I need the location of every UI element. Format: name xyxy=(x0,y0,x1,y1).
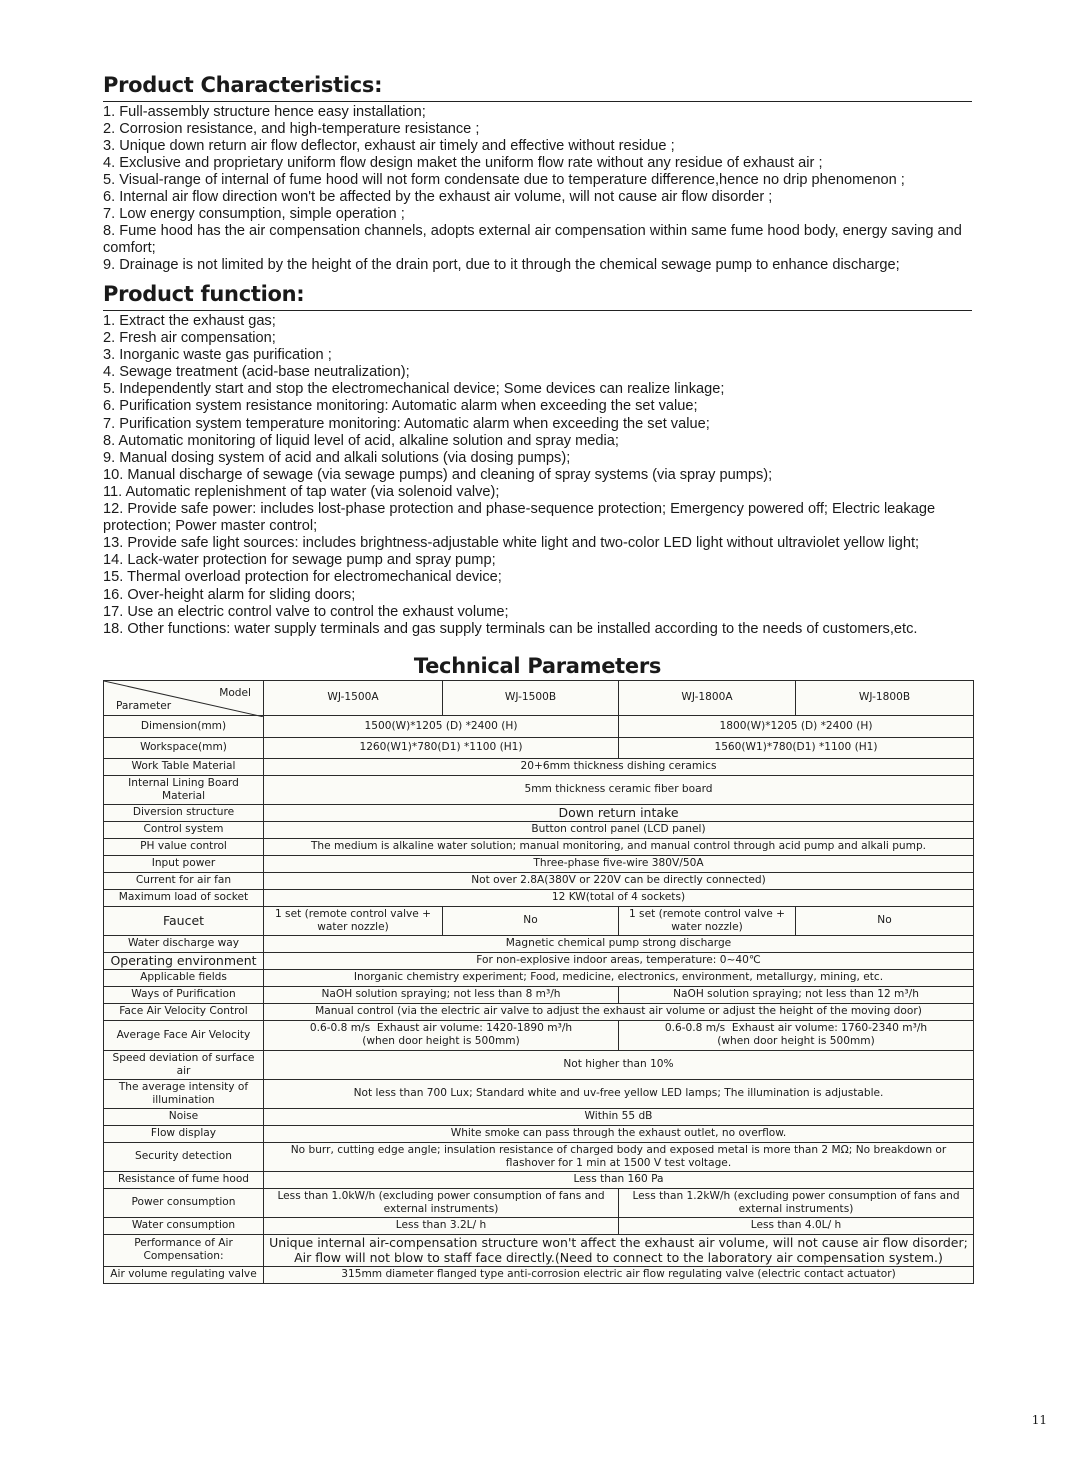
param-value: For non-explosive indoor areas, temperature: 0~40℃ xyxy=(264,952,974,969)
header-model-label: Model xyxy=(219,686,251,699)
param-label: Performance of Air Compensation: xyxy=(104,1234,264,1266)
table-row xyxy=(104,872,974,889)
param-label: Average Face Air Velocity xyxy=(104,1020,264,1050)
characteristic-item: 5. Visual-range of internal of fume hood will not form condensate due to temperature difference,hence no drip phenomenon ; xyxy=(103,172,905,188)
function-item: 9. Manual dosing system of acid and alkali solutions (via dosing pumps); xyxy=(103,449,571,466)
param-value: Manual control (via the electric air valve to adjust the exhaust air volume or adjust the height of the moving door) xyxy=(264,1003,974,1020)
model-header: WJ-1500A xyxy=(264,680,443,715)
function-item: 2. Fresh air compensation; xyxy=(103,330,276,347)
characteristics-title: Product Characteristics: xyxy=(103,70,972,102)
function-item: 5. Independently start and stop the electromechanical device; Some devices can realize linkage; xyxy=(103,381,725,398)
param-label: Maximum load of socket xyxy=(104,889,264,906)
header-diagonal-cell xyxy=(104,680,264,715)
param-value: 1560(W1)*780(D1) *1100 (H1) xyxy=(619,737,974,758)
param-value: NaOH solution spraying; not less than 12 m³/h xyxy=(619,986,974,1003)
function-item: 15. Thermal overload protection for electromechanical device; xyxy=(103,569,502,586)
param-label: Input power xyxy=(104,855,264,872)
model-header: WJ-1500B xyxy=(443,680,619,715)
table-row xyxy=(104,758,974,775)
table-header-row xyxy=(104,680,974,715)
param-label: Speed deviation of surface air xyxy=(104,1050,264,1079)
param-value: Magnetic chemical pump strong discharge xyxy=(264,935,974,952)
param-label: Security detection xyxy=(104,1142,264,1171)
function-item: 8. Automatic monitoring of liquid level of acid, alkaline solution and spray media; xyxy=(103,432,619,449)
param-value: No xyxy=(443,906,619,935)
function-item: 18. Other functions: water supply terminals and gas supply terminals can be installed according to the needs of customers,etc. xyxy=(103,620,918,637)
table-row xyxy=(104,906,974,935)
table-row xyxy=(104,1188,974,1217)
characteristic-item: 3. Unique down return air flow deflector, exhaust air timely and effective without residue ; xyxy=(103,138,675,154)
param-label: Ways of Purification xyxy=(104,986,264,1003)
param-label: Face Air Velocity Control xyxy=(104,1003,264,1020)
param-label: Resistance of fume hood xyxy=(104,1171,264,1188)
param-label: Workspace(mm) xyxy=(104,737,264,758)
param-label: PH value control xyxy=(104,838,264,855)
characteristic-item: 7. Low energy consumption, simple operation ; xyxy=(103,206,405,222)
table-row xyxy=(104,1079,974,1108)
param-label: Noise xyxy=(104,1108,264,1125)
param-value: Not higher than 10% xyxy=(264,1050,974,1079)
function-item: 6. Purification system resistance monitoring: Automatic alarm when exceeding the set value; xyxy=(103,398,698,415)
function-item: 14. Lack-water protection for sewage pump and spray pump; xyxy=(103,552,496,569)
param-value: 1260(W1)*780(D1) *1100 (H1) xyxy=(264,737,619,758)
table-row xyxy=(104,1108,974,1125)
param-value: White smoke can pass through the exhaust outlet, no overflow. xyxy=(264,1125,974,1142)
characteristic-item: 6. Internal air flow direction won't be affected by the exhaust air volume, will not cause air flow disorder ; xyxy=(103,189,773,205)
page-number: 11 xyxy=(1031,1413,1047,1427)
param-value: 1800(W)*1205 (D) *2400 (H) xyxy=(619,715,974,737)
table-row xyxy=(104,1266,974,1283)
functions-title: Product function: xyxy=(103,279,972,311)
param-value: Not less than 700 Lux; Standard white and uv-free yellow LED lamps; The illumination is adjustable. xyxy=(264,1079,974,1108)
velocity-line: 0.6-0.8 m/s Exhaust air volume: 1420-1890 m³/h xyxy=(309,1022,573,1035)
table-row xyxy=(104,855,974,872)
param-label: Faucet xyxy=(104,906,264,935)
param-value: The medium is alkaline water solution; manual monitoring, and manual control through acid pump and alkali pump. xyxy=(264,838,974,855)
header-parameter-label: Parameter xyxy=(116,699,172,712)
param-value: 5mm thickness ceramic fiber board xyxy=(264,775,974,804)
table-row xyxy=(104,821,974,838)
function-item: 7. Purification system temperature monitoring: Automatic alarm when exceeding the set value; xyxy=(103,415,710,432)
velocity-note: (when door height is 500mm) xyxy=(362,1035,520,1048)
param-value: Three-phase five-wire 380V/50A xyxy=(264,855,974,872)
param-label: Diversion structure xyxy=(104,804,264,821)
tech-params-title: Technical Parameters xyxy=(413,653,662,678)
characteristics-list xyxy=(103,104,972,274)
table-row xyxy=(104,1142,974,1171)
param-value: 1 set (remote control valve + water nozzle) xyxy=(619,906,796,935)
tech-params-table xyxy=(103,680,974,1284)
param-value: Not over 2.8A(380V or 220V can be directly connected) xyxy=(264,872,974,889)
table-row xyxy=(104,1217,974,1234)
table-row xyxy=(104,737,974,758)
function-item: 10. Manual discharge of sewage (via sewage pumps) and cleaning of spray systems (via spray pumps); xyxy=(103,466,773,483)
function-item: 12. Provide safe power: includes lost-phase protection and phase-sequence protection; Emergency powered off; Electric leakage protection; Power master control; xyxy=(103,501,936,535)
table-row xyxy=(104,1171,974,1188)
function-item: 17. Use an electric control valve to control the exhaust volume; xyxy=(103,603,509,620)
param-value: Button control panel (LCD panel) xyxy=(264,821,974,838)
function-item: 16. Over-height alarm for sliding doors; xyxy=(103,586,356,603)
table-row xyxy=(104,889,974,906)
table-row xyxy=(104,986,974,1003)
table-row xyxy=(104,1003,974,1020)
param-label: Flow display xyxy=(104,1125,264,1142)
velocity-line: 0.6-0.8 m/s Exhaust air volume: 1760-2340 m³/h xyxy=(664,1022,928,1035)
table-row xyxy=(104,969,974,986)
table-row xyxy=(104,935,974,952)
param-label: Work Table Material xyxy=(104,758,264,775)
function-item: 11. Automatic replenishment of tap water (via solenoid valve); xyxy=(103,483,500,500)
functions-list xyxy=(103,313,972,638)
model-header: WJ-1800A xyxy=(619,680,796,715)
page-content xyxy=(103,70,972,1284)
param-value: Unique internal air-compensation structure won't affect the exhaust air volume, will not cause air flow disorder; Air flow will not blow to staff face directly.(Need to connect to the laboratory air compensation system.) xyxy=(264,1234,974,1266)
param-value: 1500(W)*1205 (D) *2400 (H) xyxy=(264,715,619,737)
param-label: Operating environment xyxy=(104,952,264,969)
table-row xyxy=(104,715,974,737)
param-label: Air volume regulating valve xyxy=(104,1266,264,1283)
param-value: 20+6mm thickness dishing ceramics xyxy=(264,758,974,775)
param-label: Internal Lining Board Material xyxy=(104,775,264,804)
param-label: Water discharge way xyxy=(104,935,264,952)
param-value: Within 55 dB xyxy=(264,1108,974,1125)
param-label: Power consumption xyxy=(104,1188,264,1217)
table-row xyxy=(104,952,974,969)
model-header: WJ-1800B xyxy=(796,680,974,715)
velocity-note: (when door height is 500mm) xyxy=(717,1035,875,1048)
param-value: Less than 3.2L/ h xyxy=(264,1217,619,1234)
table-row xyxy=(104,775,974,804)
function-item: 3. Inorganic waste gas purification ; xyxy=(103,347,332,364)
param-value: 315mm diameter flanged type anti-corrosion electric air flow regulating valve (electric contact actuator) xyxy=(264,1266,974,1283)
param-label: Control system xyxy=(104,821,264,838)
param-value: Less than 160 Pa xyxy=(264,1171,974,1188)
param-label: Dimension(mm) xyxy=(104,715,264,737)
table-row xyxy=(104,1050,974,1079)
param-label: The average intensity of illumination xyxy=(104,1079,264,1108)
table-row xyxy=(104,838,974,855)
param-value xyxy=(264,1020,619,1050)
param-value: Less than 1.2kW/h (excluding power consumption of fans and external instruments) xyxy=(619,1188,974,1217)
param-value: Less than 1.0kW/h (excluding power consumption of fans and external instruments) xyxy=(264,1188,619,1217)
function-item: 13. Provide safe light sources: includes brightness-adjustable white light and two-color LED light without ultraviolet yellow light; xyxy=(103,535,920,552)
characteristic-item: 9. Drainage is not limited by the height of the drain port, due to it through the chemical sewage pump to enhance discharge; xyxy=(103,257,900,273)
param-value: No burr, cutting edge angle; insulation resistance of charged body and exposed metal is more than 2 MΩ; No breakdown or flashover for 1 min at 1500 V test voltage. xyxy=(264,1142,974,1171)
characteristic-item: 4. Exclusive and proprietary uniform flow design maket the uniform flow rate without any residue of exhaust air ; xyxy=(103,155,823,171)
table-row xyxy=(104,1234,974,1266)
characteristic-item: 1. Full-assembly structure hence easy installation; xyxy=(103,104,426,120)
characteristic-item: 2. Corrosion resistance, and high-temperature resistance ; xyxy=(103,121,480,137)
param-label: Applicable fields xyxy=(104,969,264,986)
param-label: Current for air fan xyxy=(104,872,264,889)
function-item: 4. Sewage treatment (acid-base neutralization); xyxy=(103,364,410,381)
param-value: 1 set (remote control valve + water nozzle) xyxy=(264,906,443,935)
param-value: NaOH solution spraying; not less than 8 m³/h xyxy=(264,986,619,1003)
table-row xyxy=(104,1020,974,1050)
table-row xyxy=(104,804,974,821)
function-item: 1. Extract the exhaust gas; xyxy=(103,313,276,329)
param-value: Down return intake xyxy=(264,804,974,821)
table-row xyxy=(104,1125,974,1142)
param-label: Water consumption xyxy=(104,1217,264,1234)
param-value: No xyxy=(796,906,974,935)
param-value: 12 KW(total of 4 sockets) xyxy=(264,889,974,906)
characteristic-item: 8. Fume hood has the air compensation channels, adopts external air compensation within same fume hood body, energy saving and comfort; xyxy=(103,223,962,256)
param-value: Less than 4.0L/ h xyxy=(619,1217,974,1234)
param-value xyxy=(619,1020,974,1050)
param-value: Inorganic chemistry experiment; Food, medicine, electronics, environment, metallurgy, mining, etc. xyxy=(264,969,974,986)
